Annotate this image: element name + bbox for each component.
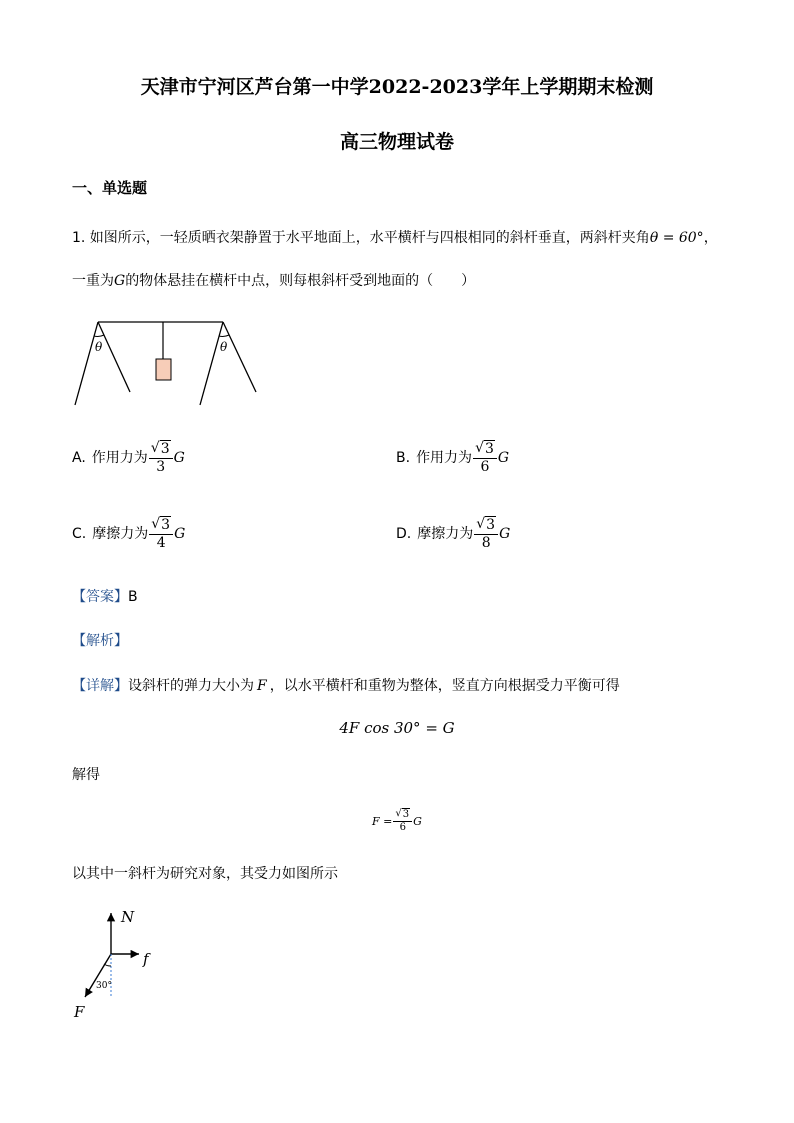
fraction-denominator: 8 <box>481 535 491 551</box>
applied-force-label: F <box>74 1003 85 1021</box>
angle-arc-right <box>219 335 229 336</box>
equation-result <box>0 808 794 834</box>
option-fraction: √ 3 8 <box>474 516 498 552</box>
option-d[interactable] <box>396 516 510 552</box>
clothes-rack-figure <box>70 318 265 410</box>
result-variable: G <box>413 814 422 828</box>
force-variable: F <box>257 678 267 694</box>
hanging-weight <box>156 359 171 380</box>
option-c[interactable] <box>72 516 185 552</box>
option-fraction: √ 3 4 <box>149 516 173 552</box>
normal-force-label: N <box>121 908 135 926</box>
angle-arc <box>104 964 111 966</box>
option-text: 作用力为 <box>91 450 148 466</box>
detail-tag: 【详解】 <box>72 678 128 694</box>
option-label: C. <box>72 526 87 542</box>
detail-text: 设斜杆的弹力大小为 <box>128 678 254 694</box>
leg-right-inner <box>223 322 256 392</box>
option-fraction: √ 3 6 <box>473 440 497 476</box>
leg-left-outer <box>75 322 98 405</box>
fraction-denominator: 4 <box>156 535 166 551</box>
option-a[interactable] <box>72 440 185 476</box>
fraction-numerator: 3 <box>484 441 494 457</box>
question-text: 1. 如图所示，一轻质晒衣架静置于水平地面上，水平横杆与四根相同的斜杆垂直，两斜杆夹角 <box>72 230 650 246</box>
option-text: 摩擦力为 <box>417 526 474 542</box>
analysis-tag: 【解析】 <box>72 633 128 649</box>
answer-line <box>72 587 138 607</box>
answer-value: B <box>128 589 138 605</box>
question-stem-line2 <box>72 271 475 291</box>
theta-label-left: θ <box>95 340 103 354</box>
question-stem-line1 <box>72 228 718 248</box>
fraction-denominator: 6 <box>480 459 490 475</box>
answer-tag: 【答案】 <box>72 589 128 605</box>
fraction-numerator: 3 <box>161 517 171 533</box>
leg-right-outer <box>200 322 223 405</box>
question-punct: ， <box>703 230 718 246</box>
option-label: D. <box>396 526 412 542</box>
option-variable: G <box>499 526 511 542</box>
result-lhs: F = <box>372 814 393 828</box>
angle-label: 30° <box>96 981 112 991</box>
exam-subtitle: 高三物理试卷 <box>339 131 454 153</box>
followup-text: 以其中一斜杆为研究对象，其受力如图所示 <box>72 866 338 882</box>
option-text: 作用力为 <box>416 450 473 466</box>
solve-label: 解得 <box>72 767 100 783</box>
option-variable: G <box>173 450 185 466</box>
option-b[interactable] <box>396 440 509 476</box>
angle-expression: θ = 60° <box>649 230 704 246</box>
leg-left-inner <box>98 322 130 392</box>
analysis-line <box>72 631 128 651</box>
question-text: 一重为 <box>72 273 114 289</box>
fraction-denominator: 3 <box>156 459 166 475</box>
fraction-denominator: 6 <box>399 822 406 833</box>
fraction-numerator: 3 <box>160 441 170 457</box>
detail-text: ，以水平横杆和重物为整体，竖直方向根据受力平衡可得 <box>269 678 620 694</box>
detail-line <box>72 676 620 696</box>
option-variable: G <box>174 526 186 542</box>
option-variable: G <box>497 450 510 466</box>
option-text: 摩擦力为 <box>92 526 149 542</box>
force-diagram <box>66 904 166 1024</box>
option-fraction: √ 3 3 <box>149 440 173 476</box>
question-text: 的物体悬挂在横杆中点，则每根斜杆受到地面的（ ） <box>125 273 476 289</box>
equation-balance: 4F cos 30° = G <box>339 719 455 737</box>
result-fraction: √ 3 6 <box>393 808 412 834</box>
exam-title: 天津市宁河区芦台第一中学2022-2023学年上学期期末检测 <box>140 76 654 98</box>
section-heading: 一、单选题 <box>72 179 148 197</box>
option-label: B. <box>396 450 411 466</box>
friction-label: f <box>143 950 149 968</box>
angle-arc-left <box>94 335 104 336</box>
option-label: A. <box>72 450 86 466</box>
fraction-numerator: 3 <box>486 517 496 533</box>
weight-variable: G <box>114 273 126 289</box>
fraction-numerator: 3 <box>402 809 410 820</box>
theta-label-right: θ <box>220 340 228 354</box>
